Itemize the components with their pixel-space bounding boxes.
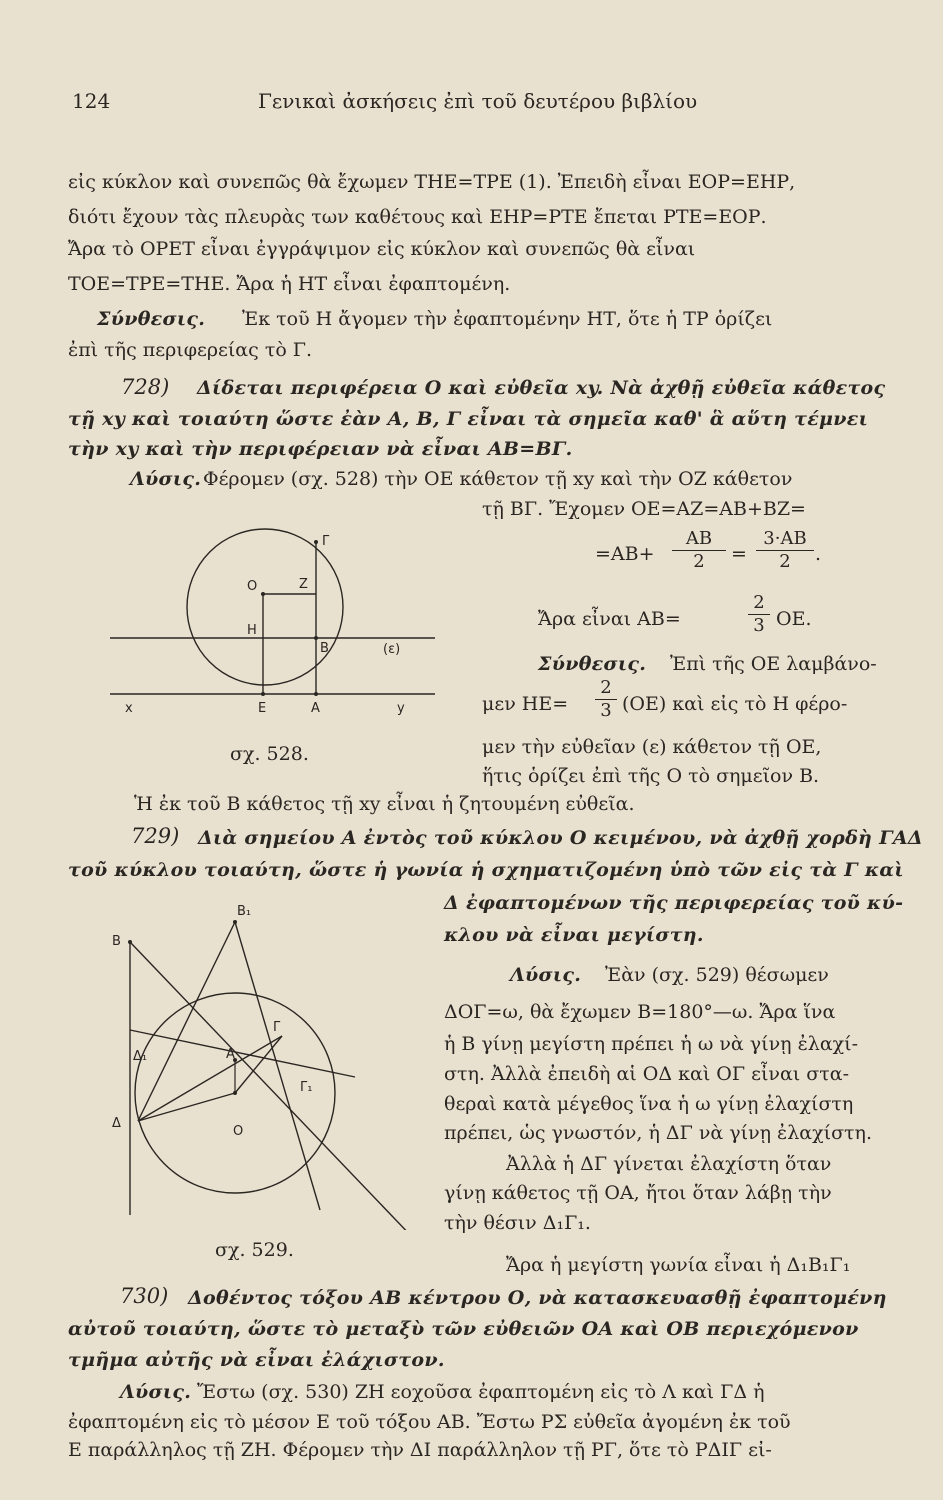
solution-label: Λύσις. xyxy=(120,1381,192,1403)
point-g xyxy=(314,540,318,544)
point-o xyxy=(261,592,265,596)
equation-part: ΟΕ. xyxy=(776,608,812,630)
fraction xyxy=(672,528,726,573)
circle-o xyxy=(187,529,343,685)
point-b xyxy=(314,636,318,640)
fraction xyxy=(595,677,617,722)
figure-caption: σχ. 529. xyxy=(215,1239,294,1261)
label-g1: Γ₁ xyxy=(300,1080,313,1095)
radius-od xyxy=(138,1093,235,1121)
text-line: πρέπει, ὡς γνωστόν, ἡ ΔΓ νὰ γίνῃ ἐλαχίστη. xyxy=(444,1122,872,1144)
point-o xyxy=(233,1091,237,1095)
problem-statement-line: τμῆμα αὐτῆς νὰ εἶναι ἐλάχιστον. xyxy=(68,1349,445,1371)
radius-og xyxy=(235,1036,282,1093)
text-line: Ἀλλὰ ἡ ΔΓ γίνεται ἐλαχίστη ὅταν xyxy=(506,1153,832,1175)
segment-b1-d xyxy=(138,922,235,1121)
equation-part: =ΑΒ+ xyxy=(595,543,655,565)
problem-statement-line: Δοθέντος τόξου ΑΒ κέντρου Ο, νὰ κατασκευασθῇ ἐφαπτομένη xyxy=(188,1287,887,1309)
fraction-denominator: 3 xyxy=(595,699,617,722)
problem-number: 730) xyxy=(120,1284,169,1308)
label-e: Ε xyxy=(258,701,267,716)
fraction xyxy=(756,528,814,573)
text-line: διότι ἔχουν τὰς πλευρὰς των καθέτους καὶ ΕΗΡ=ΡΤΕ ἔπεται ΡΤΕ=ΕΟΡ. xyxy=(68,206,767,228)
fraction xyxy=(748,592,770,637)
text-line: ΤΟΕ=ΤΡΕ=ΤΗΕ. Ἄρα ἡ ΗΤ εἶναι ἐφαπτομένη. xyxy=(68,273,511,295)
text-line: Ἄρα τὸ ΟΡΕΤ εἶναι ἐγγράψιμον εἰς κύκλον καὶ συνεπῶς θὰ εἶναι xyxy=(68,238,696,260)
label-a: Α xyxy=(226,1047,235,1062)
label-o: Ο xyxy=(247,579,258,594)
text-line: Ἐὰν (σχ. 529) θέσωμεν xyxy=(605,964,829,986)
label-b: Β xyxy=(112,934,121,949)
text-line: Ἄρα ἡ μεγίστη γωνία εἶναι ἡ Δ₁Β₁Γ₁ xyxy=(506,1254,851,1276)
fraction-numerator: 3·ΑΒ xyxy=(763,528,807,549)
equation-part: = xyxy=(731,543,747,565)
figure-528 xyxy=(100,522,440,742)
problem-statement-line: αὐτοῦ τοιαύτη, ὥστε τὸ μεταξὺ τῶν εὐθειῶν ΟΑ καὶ ΟΒ περιεχόμενον xyxy=(68,1318,859,1340)
label-x: x xyxy=(125,701,133,716)
label-h: Η xyxy=(247,623,257,638)
solution-label: Λύσις. xyxy=(130,468,202,490)
text-line: στη. Ἀλλὰ ἐπειδὴ αἱ ΟΔ καὶ ΟΓ εἶναι στα- xyxy=(444,1063,850,1085)
point-e xyxy=(261,692,265,696)
label-a: Α xyxy=(311,701,320,716)
text-line: Ἡ ἐκ τοῦ Β κάθετος τῇ xy εἶναι ἡ ζητουμένη εὐθεῖα. xyxy=(134,793,635,815)
problem-statement-line: Δ ἐφαπτομένων τῆς περιφερείας τοῦ κύ- xyxy=(444,892,904,914)
text-line: μεν τὴν εὐθεῖαν (ε) κάθετον τῇ ΟΕ, xyxy=(482,736,822,758)
label-d1: Δ₁ xyxy=(133,1049,148,1064)
label-d: Δ xyxy=(112,1116,121,1131)
problem-statement-line: τῇ xy καὶ τοιαύτη ὥστε ἐὰν Α, Β, Γ εἶναι τὰ σημεῖα καθ' ἃ αὕτη τέμνει xyxy=(68,408,869,430)
text-line: τῇ ΒΓ. Ἔχομεν ΟΕ=ΑΖ=ΑΒ+ΒΖ= xyxy=(482,498,806,520)
problem-statement-line: τοῦ κύκλου τοιαύτη, ὥστε ἡ γωνία ἡ σχηματιζομένη ὑπὸ τῶν εἰς τὰ Γ καὶ xyxy=(68,859,904,881)
label-z: Ζ xyxy=(299,577,308,592)
equation-part: Ἄρα εἶναι ΑΒ= xyxy=(538,608,681,630)
text-line: Φέρομεν (σχ. 528) τὴν ΟΕ κάθετον τῇ xy καὶ τὴν ΟΖ κάθετον xyxy=(203,468,793,490)
fraction-numerator: ΑΒ xyxy=(685,528,713,549)
fraction-numerator: 2 xyxy=(753,592,765,613)
text-line: Ε παράλληλος τῇ ΖΗ. Φέρομεν τὴν ΔΙ παράλληλον τῇ ΡΓ, ὅτε τὸ ΡΔΙΓ εἰ- xyxy=(68,1439,772,1461)
point-a xyxy=(314,692,318,696)
figure-529 xyxy=(100,900,430,1230)
text-line: (ΟΕ) καὶ εἰς τὸ Η φέρο- xyxy=(622,693,848,715)
label-y: y xyxy=(397,701,405,716)
problem-statement-line: Δίδεται περιφέρεια Ο καὶ εὐθεῖα xy. Νὰ ἀχθῇ εὐθεῖα κάθετος xyxy=(197,377,886,399)
label-epsilon: (ε) xyxy=(383,642,401,657)
page-number: 124 xyxy=(72,89,111,113)
point-b1 xyxy=(233,920,237,924)
text-line: θεραὶ κατὰ μέγεθος ἵνα ἡ ω γίνῃ ἐλαχίστη xyxy=(444,1093,854,1115)
fraction-denominator: 3 xyxy=(748,614,770,637)
fraction-denominator: 2 xyxy=(672,550,726,573)
text-line: Ἔστω (σχ. 530) ΖΗ εοχοῦσα ἐφαπτομένη εἰς τὸ Λ καὶ ΓΔ ἡ xyxy=(197,1381,765,1403)
label-b: Β xyxy=(320,641,329,656)
text-line: Ἐκ τοῦ Η ἄγομεν τὴν ἐφαπτομένην ΗΤ, ὅτε ἡ ΤΡ ὁρίζει xyxy=(242,308,773,330)
segment-d1-g1 xyxy=(130,1030,355,1077)
text-line: ἥτις ὁρίζει ἐπὶ τῆς Ο τὸ σημεῖον Β. xyxy=(482,765,820,787)
text-line: ἡ Β γίνῃ μεγίστη πρέπει ἡ ω νὰ γίνῃ ἐλαχί- xyxy=(444,1033,859,1055)
label-g: Γ xyxy=(322,534,330,549)
solution-label: Λύσις. xyxy=(510,964,582,986)
text-line: τὴν θέσιν Δ₁Γ₁. xyxy=(444,1212,591,1234)
text-line: Ἐπὶ τῆς ΟΕ λαμβάνο- xyxy=(670,653,877,675)
label-g: Γ xyxy=(273,1020,281,1035)
text-line: γίνῃ κάθετος τῇ ΟΑ, ἤτοι ὅταν λάβῃ τὴν xyxy=(444,1182,832,1204)
text-line: εἰς κύκλον καὶ συνεπῶς θὰ ἔχωμεν ΤΗΕ=ΤΡΕ (1). Ἐπειδὴ εἶναι ΕΟΡ=ΕΗΡ, xyxy=(68,171,796,193)
figure-caption: σχ. 528. xyxy=(230,743,309,765)
text-line: μεν ΗΕ= xyxy=(482,693,569,715)
fraction-denominator: 2 xyxy=(756,550,814,573)
problem-number: 728) xyxy=(121,375,170,399)
problem-statement-line: τὴν xy καὶ τὴν περιφέρειαν νὰ εἶναι ΑΒ=ΒΓ. xyxy=(68,438,573,460)
problem-statement-line: κλου νὰ εἶναι μεγίστη. xyxy=(444,924,704,946)
synthesis-label: Σύνθεσις. xyxy=(538,653,647,675)
synthesis-label: Σύνθεσις. xyxy=(97,308,206,330)
running-title: Γενικαὶ ἀσκήσεις ἐπὶ τοῦ δευτέρου βιβλίου xyxy=(258,89,698,113)
tangent-bg xyxy=(130,942,415,1230)
text-line: ἐπὶ τῆς περιφερείας τὸ Γ. xyxy=(68,339,313,361)
problem-statement-line: Διὰ σημείου Α ἐντὸς τοῦ κύκλου Ο κειμένου, νὰ ἀχθῇ χορδὴ ΓΑΔ xyxy=(198,827,923,849)
label-o: Ο xyxy=(233,1124,244,1139)
point-b xyxy=(128,940,132,944)
problem-number: 729) xyxy=(131,824,180,848)
text-line: ἐφαπτομένη εἰς τὸ μέσον Ε τοῦ τόξου ΑΒ. Ἔστω ΡΣ εὐθεῖα ἀγομένη ἐκ τοῦ xyxy=(68,1411,791,1433)
equation-part: . xyxy=(815,543,822,565)
fraction-numerator: 2 xyxy=(600,677,612,698)
text-line: ΔΟΓ=ω, θὰ ἔχωμεν Β=180°—ω. Ἄρα ἵνα xyxy=(444,1001,836,1023)
label-b1: Β₁ xyxy=(237,904,252,919)
